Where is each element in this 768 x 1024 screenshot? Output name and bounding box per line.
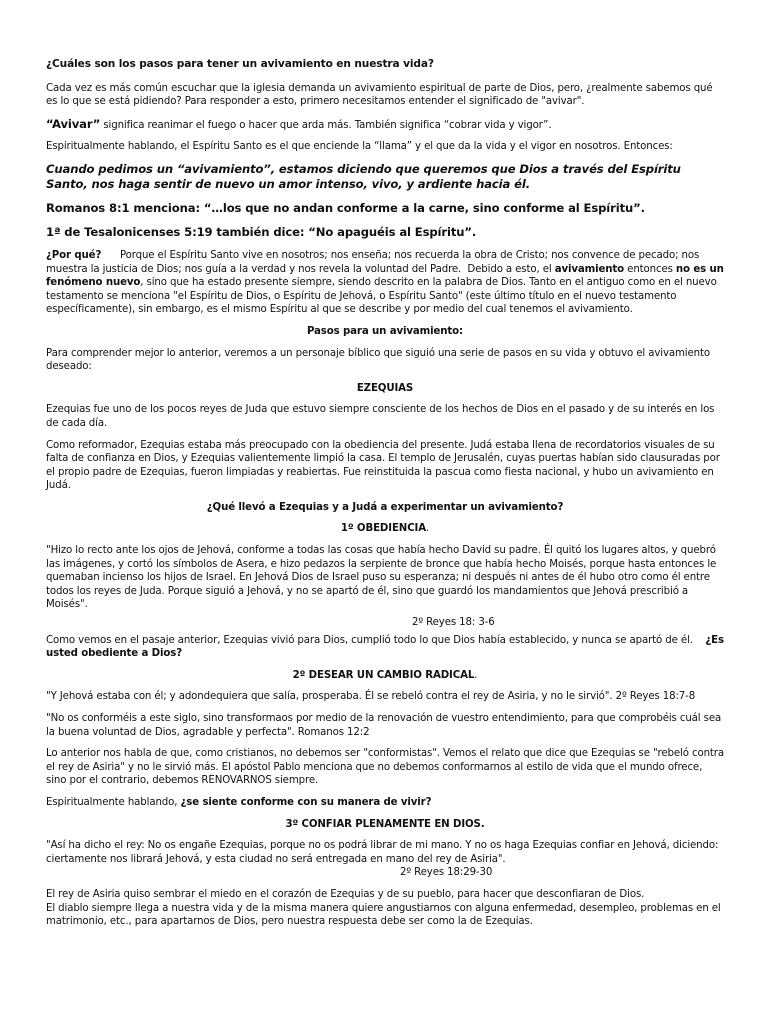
document-title: ¿Cuáles son los pasos para tener un avivamiento en nuestra vida? [46, 58, 434, 70]
ezequias-paragraph-1: Ezequias fue uno de los pocos reyes de Juda que estuvo siempre consciente de los hechos de Dios en el pasado y de su interés en los de cada día. [46, 404, 715, 429]
step1-heading [46, 522, 724, 536]
romanos-verse: Romanos 8:1 menciona: “…los que no andan conforme a la carne, sino conforme al Espíritu”. [46, 200, 645, 215]
ezequias-paragraph-2: Como reformador, Ezequias estaba más preocupado con la obediencia del presente. Judá estaba llena de recordatorios visuales de su falta de confianza en Dios, y Ezequias valientemente limpió la casa. El templo de Jerusalén, cuyas puertas habían sido clausuradas por el propio padre de Ezequias, fueron limpiadas y reabiertas. Fue reinstituida la pascua como fiesta nacional, y hubo un avivamiento en Judá. [46, 439, 720, 492]
step2-question: ¿se siente conforme con su manera de vivir? [180, 796, 432, 808]
step3-comment-1: El rey de Asiria quiso sembrar el miedo en el corazón de Ezequias y de su pueblo, para hacer que desconfiaran de Dios. [46, 888, 645, 900]
step2-heading [46, 669, 724, 683]
por-que-text-1: Porque el Espíritu Santo vive en nosotros; nos enseña; nos recuerda la obra de Cristo; nos convence de pecado; nos muestra la justicia de Dios; nos guía a la verdad y nos revela la voluntad del Padre. Debido a esto, el [46, 249, 703, 275]
por-que-label: ¿Por qué? [46, 249, 102, 261]
intro-paragraph: Cada vez es más común escuchar que la iglesia demanda un avivamiento espiritual de parte de Dios, pero, ¿realmente sabemos qué es lo que se está pidiendo? Para responder a esto, primero necesitamos entender el significado de "avivar". [46, 82, 713, 108]
step2-comment: Lo anterior nos habla de que, como cristianos, no debemos ser "conformistas". Vemos el relato que dice que Ezequias se "rebeló contra el rey de Asiria" y no le sirvió más. El apóstol Pablo menciona que no debemos conformarnos al estilo de vida que el mundo ofrece, sino por el contrario, debemos RENOVARNOS siempre. [46, 748, 724, 787]
step2-heading-text: 2º DESEAR UN CAMBIO RADICAL [292, 669, 475, 681]
step1-quote: "Hizo lo recto ante los ojos de Jehová, conforme a todas las cosas que había hecho David su padre. Él quitó los lugares altos, y quebró las imágenes, y cortó los símbolos de Asera, e hizo pedazos la serpiente de bronce que había hecho Moisés, porque hasta entonces le quemaban incienso los hijos de Israel. En Jehová Dios de Israel puso su esperanza; ni después ni antes de él hubo otro como él entre todos los reyes de Juda. Porque siguió a Jehová, y no se apartó de él, sino que guardó los mandamientos que Jehová prescribió a Moisés". [46, 545, 717, 611]
tesalonicenses-verse: 1ª de Tesalonicenses 5:19 también dice: “No apaguéis al Espíritu”. [46, 224, 477, 239]
step1-comment-text: Como vemos en el pasaje anterior, Ezequias vivió para Dios, cumplió todo lo que Dios había establecido, y nunca se apartó de él. [46, 634, 693, 646]
step2-question-prefix: Espiritualmente hablando, [46, 796, 181, 808]
avivar-term: “Avivar” [46, 116, 101, 131]
por-que-text-2: entonces [624, 263, 676, 275]
pasos-heading: Pasos para un avivamiento: [306, 325, 464, 337]
por-que-text-3: , sino que ha estado presente siempre, siendo descrito en la palabra de Dios. Tanto en el antiguo como en el nuevo testamento se menciona "el Espíritu de Dios, o Espíritu de Jehová, o Espíritu Santo" (este último título en el nuevo testamento específicamente), sin embargo, es el mismo Espíritu al que se describe y por medio del cual tenemos el avivamiento. [46, 277, 717, 316]
step1-question: ¿Es usted obediente a Dios? [46, 634, 724, 660]
no-es-nuevo-bold: no es un fenómeno nuevo [46, 263, 724, 289]
step1-heading-text: 1º OBEDIENCIA [340, 523, 426, 535]
step1-reference: 2º Reyes 18: 3-6 [412, 617, 495, 629]
pasos-intro: Para comprender mejor lo anterior, veremos a un personaje bíblico que siguió una serie de pasos en su vida y obtuvo el avivamiento deseado: [46, 347, 710, 373]
espiritualmente-paragraph: Espiritualmente hablando, el Espíritu Santo es el que enciende la “llama” y el que da la vida y el vigor en nosotros. Entonces: [46, 141, 673, 153]
step2-quote-2: "No os conforméis a este siglo, sino transformaos por medio de la renovación de vuestro entendimiento, para que comprobéis cuál sea la buena voluntad de Dios, agradable y perfecta". Romanos 12:2 [46, 713, 722, 738]
step1-comment [46, 634, 724, 661]
step2-heading-period: . [474, 669, 478, 681]
avivamiento-bold: avivamiento [554, 263, 625, 275]
step2-question-line [46, 796, 724, 810]
step3-quote: "Así ha dicho el rey: No os engañe Ezequias, porque no os podrá librar de mi mano. Y no os haga Ezequias confiar en Jehová, diciendo: ciertamente nos librará Jehová, y esta ciudad no será entregada en mano del rey de Asiria". [46, 840, 719, 865]
por-que-paragraph [46, 249, 724, 317]
step2-quote-1: "Y Jehová estaba con él; y adondequiera que salía, prosperaba. Él se rebeló contra el rey de Asiria, y no le sirvió". 2º Reyes 18:7-8 [46, 691, 696, 703]
avivamiento-emphasis: Cuando pedimos un “avivamiento”, estamos diciendo que queremos que Dios a través del Espíritu Santo, nos haga sentir de nuevo un amor intenso, vivo, y ardiente hacia él. [46, 161, 681, 191]
avivar-definition [46, 117, 724, 133]
avivar-meaning: significa reanimar el fuego o hacer que arda más. También significa “cobrar vida y vigor”. [100, 119, 552, 131]
ezequias-heading: EZEQUIAS [356, 382, 414, 394]
step1-heading-period: . [425, 523, 430, 535]
step3-heading: 3º CONFIAR PLENAMENTE EN DIOS. [285, 818, 485, 830]
step3-comment-2: El diablo siempre llega a nuestra vida y de la misma manera quiere angustiarnos con alguna enfermedad, desempleo, problemas en el matrimonio, etc., para apartarnos de Dios, pero nuestra respuesta debe ser como la de Ezequias. [46, 902, 721, 928]
step3-reference: 2º Reyes 18:29-30 [400, 867, 493, 879]
question-heading: ¿Qué llevó a Ezequias y a Judá a experimentar un avivamiento? [206, 501, 564, 513]
